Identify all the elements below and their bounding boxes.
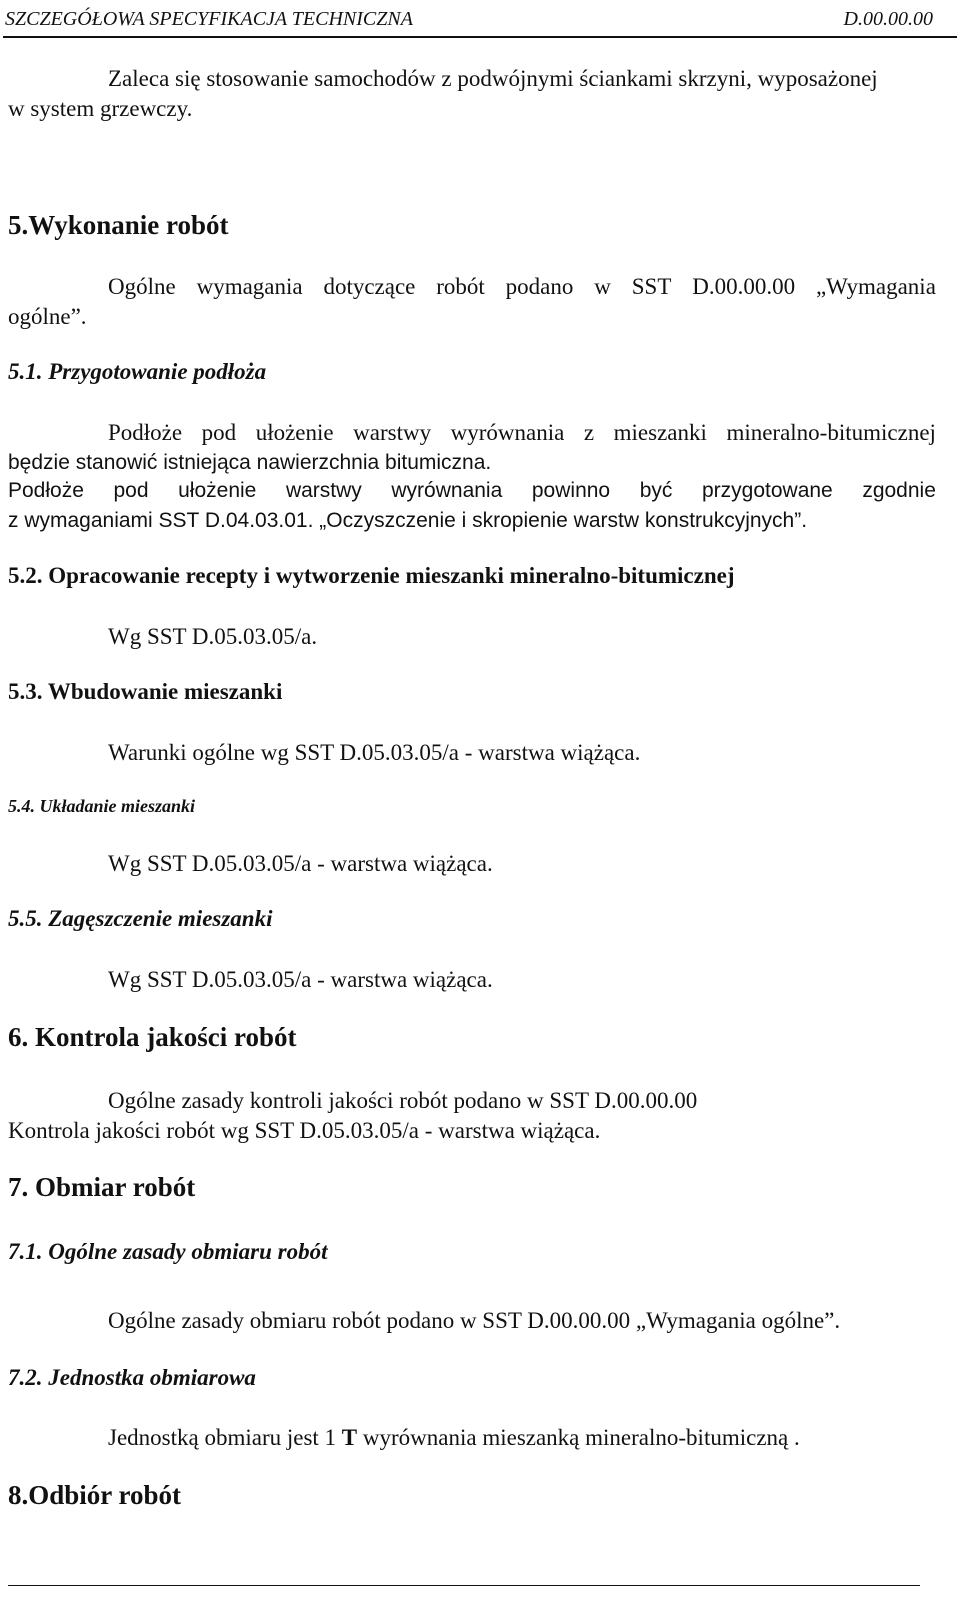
word: ułożenie [255, 420, 334, 445]
header-code: D.00.00.00 [843, 8, 933, 30]
section-5-1-p1-line-2: będzie stanowić istniejąca nawierzchnia bitumiczna. [8, 451, 492, 474]
word: wyrównania [450, 420, 565, 445]
section-8-heading: 8.Odbiór robót [8, 1480, 182, 1510]
section-5-4-heading: 5.4. Układanie mieszanki [8, 796, 196, 816]
section-5-3-text: Warunki ogólne wg SST D.05.03.05/a - warstwa wiążąca. [108, 740, 641, 765]
section-7-1-heading: 7.1. Ogólne zasady obmiaru robót [8, 1239, 328, 1264]
word: wyrównania [391, 479, 503, 502]
word: z [583, 420, 595, 445]
section-7-2-heading: 7.2. Jednostka obmiarowa [8, 1365, 256, 1390]
section-7-heading: 7. Obmiar robót [8, 1172, 196, 1202]
section-6-heading: 6. Kontrola jakości robót [8, 1022, 297, 1052]
unit-sentence-end: wyrównania mieszanką mineralno-bitumiczną . [357, 1425, 800, 1450]
section-5-1-p2-line-1 [8, 476, 936, 506]
section-5-2-heading: 5.2. Opracowanie recepty i wytworzenie mieszanki mineralno-bitumicznej [8, 563, 735, 588]
word: „Wymagania [815, 274, 936, 299]
section-5-line-2: ogólne”. [8, 304, 87, 329]
section-6-line-1: Ogólne zasady kontroli jakości robót podano w SST D.00.00.00 [108, 1088, 698, 1113]
word: przygotowane [701, 479, 833, 502]
word: powinno [531, 479, 611, 502]
word: D.00.00.00 [692, 274, 796, 299]
word: zgodnie [862, 479, 936, 502]
word: być [639, 479, 673, 502]
word: Podłoże [108, 420, 183, 445]
word: warstwy [353, 420, 432, 445]
section-5-4-text: Wg SST D.05.03.05/a - warstwa wiążąca. [108, 851, 493, 876]
word: Podłoże [8, 479, 84, 502]
footer-rule [8, 1585, 920, 1586]
section-5-5-text: Wg SST D.05.03.05/a - warstwa wiążąca. [108, 967, 493, 992]
word: wymagania [196, 274, 303, 299]
word: mieszanki [613, 420, 707, 445]
intro-line-1: Zaleca się stosowanie samochodów z podwójnymi ściankami skrzyni, wyposażonej [108, 66, 878, 91]
section-6-line-2: Kontrola jakości robót wg SST D.05.03.05/a - warstwa wiążąca. [8, 1118, 601, 1143]
word: mineralno-bitumicznej [726, 420, 936, 445]
unit-sentence-start: Jednostką obmiaru jest 1 [108, 1425, 342, 1450]
section-5-1-heading: 5.1. Przygotowanie podłoża [8, 359, 267, 384]
section-7-1-text: Ogólne zasady obmiaru robót podano w SST D.00.00.00 „Wymagania ogólne”. [108, 1308, 841, 1333]
word: w [594, 274, 611, 299]
word: SST [631, 274, 672, 299]
word: pod [113, 479, 149, 502]
word: Ogólne [108, 274, 176, 299]
unit-symbol: T [341, 1425, 358, 1450]
section-5-1-p2-line-2: z wymaganiami SST D.04.03.01. „Oczyszczenie i skropienie warstw konstrukcyjnych”. [8, 509, 808, 532]
word: pod [201, 420, 237, 445]
word: ułożenie [178, 479, 257, 502]
section-7-2-text [108, 1423, 800, 1453]
word: podano [505, 274, 574, 299]
section-5-line-1 [108, 272, 936, 302]
section-5-3-heading: 5.3. Wbudowanie mieszanki [8, 679, 283, 704]
intro-line-2: w system grzewczy. [8, 96, 193, 121]
section-5-1-p1-line-1 [108, 418, 936, 448]
section-5-5-heading: 5.5. Zagęszczenie mieszanki [8, 906, 273, 931]
word: warstwy [285, 479, 362, 502]
header-rule [3, 36, 957, 38]
word: robót [436, 274, 485, 299]
section-5-heading: 5.Wykonanie robót [8, 210, 229, 240]
header-title: SZCZEGÓŁOWA SPECYFIKACJA TECHNICZNA [5, 8, 413, 30]
word: dotyczące [323, 274, 416, 299]
section-5-2-text: Wg SST D.05.03.05/a. [108, 624, 318, 649]
